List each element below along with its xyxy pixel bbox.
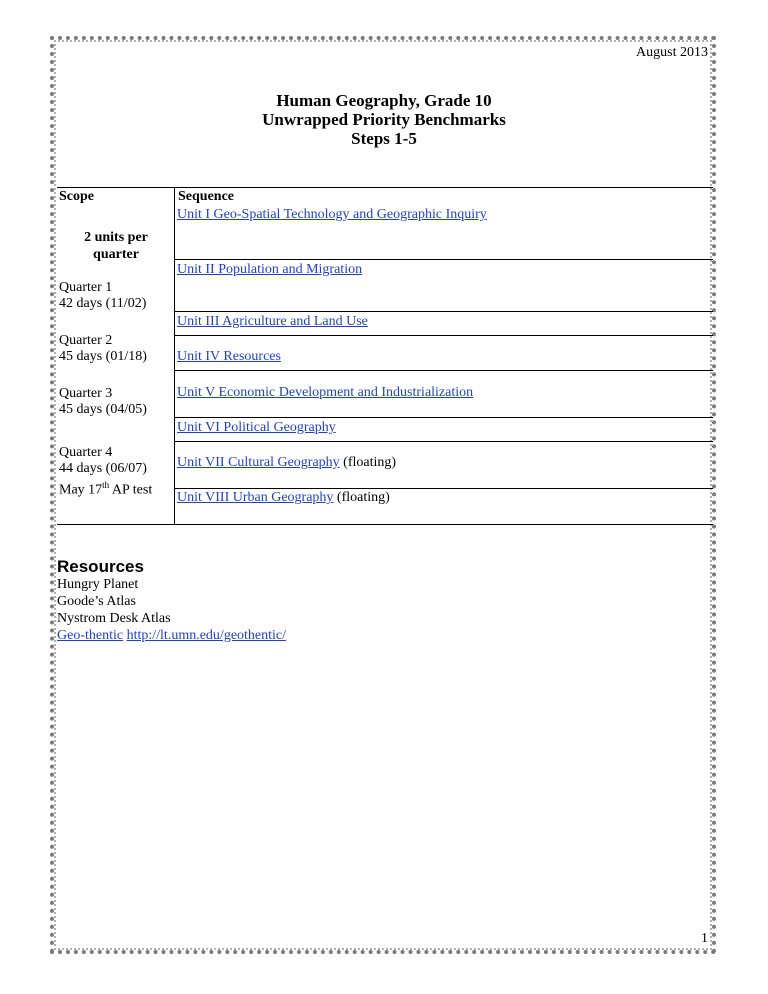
quarter-1: Quarter 1 42 days (11/02) (59, 280, 147, 311)
row-divider (175, 417, 713, 418)
unit-row (175, 385, 713, 401)
unit-2-link[interactable]: Unit II Population and Migration (177, 262, 363, 277)
unit-row (175, 420, 713, 436)
row-divider (175, 370, 713, 371)
unit-row (175, 314, 713, 330)
resource-item: Goode’s Atlas (57, 594, 136, 609)
unit-6-link[interactable]: Unit VI Political Geography (177, 420, 336, 435)
unit-3-link[interactable]: Unit III Agriculture and Land Use (177, 314, 368, 329)
title-line-2: Unwrapped Priority Benchmarks (262, 110, 506, 129)
header-date: August 2013 (636, 45, 708, 60)
unit-row: Unit VII Cultural Geography (floating) (177, 455, 397, 470)
resource-item: Nystrom Desk Atlas (57, 611, 171, 626)
unit-4-link[interactable]: Unit IV Resources (177, 349, 281, 364)
quarter-3: Quarter 3 45 days (04/05) (59, 386, 147, 417)
quarter-2: Quarter 2 45 days (01/18) (59, 333, 147, 364)
resource-item: Hungry Planet (57, 577, 139, 592)
resources-heading: Resources (57, 557, 144, 576)
scope-header: Scope (59, 189, 94, 204)
unit-8-link[interactable]: Unit VIII Urban Geography (177, 490, 334, 505)
scope-sequence-table (57, 187, 713, 525)
units-per-quarter: 2 units per quarter (84, 230, 148, 262)
unit-1-link[interactable]: Unit I Geo-Spatial Technology and Geographic Inquiry (177, 207, 487, 222)
resources-section (57, 558, 286, 644)
resource-item-links (57, 627, 286, 644)
geo-thentic-link[interactable]: Geo-thentic (57, 628, 124, 643)
sequence-column (178, 189, 713, 205)
scope-column (59, 189, 173, 263)
table-top-border (57, 187, 713, 188)
row-divider (175, 441, 713, 442)
geo-thentic-url-link[interactable]: http://lt.umn.edu/geothentic/ (126, 628, 287, 643)
sequence-header: Sequence (178, 189, 234, 204)
unit-row (175, 349, 713, 365)
page-number: 1 (701, 931, 708, 946)
unit-row: Unit VIII Urban Geography (floating) (177, 490, 390, 505)
row-divider (175, 488, 713, 489)
ap-test-note: May 17th AP test (59, 480, 153, 498)
row-divider (175, 311, 713, 312)
document-title (0, 91, 768, 148)
row-divider (175, 335, 713, 336)
table-bottom-border (57, 524, 713, 525)
unit-row (175, 207, 713, 223)
unit-7-link[interactable]: Unit VII Cultural Geography (177, 455, 340, 470)
row-divider (175, 259, 713, 260)
unit-5-link[interactable]: Unit V Economic Development and Industrialization (177, 385, 474, 400)
unit-row (175, 262, 713, 278)
title-line-1: Human Geography, Grade 10 (276, 91, 492, 110)
title-line-3: Steps 1-5 (351, 129, 417, 148)
quarter-4: Quarter 4 44 days (06/07) May 17th AP test (59, 445, 153, 498)
